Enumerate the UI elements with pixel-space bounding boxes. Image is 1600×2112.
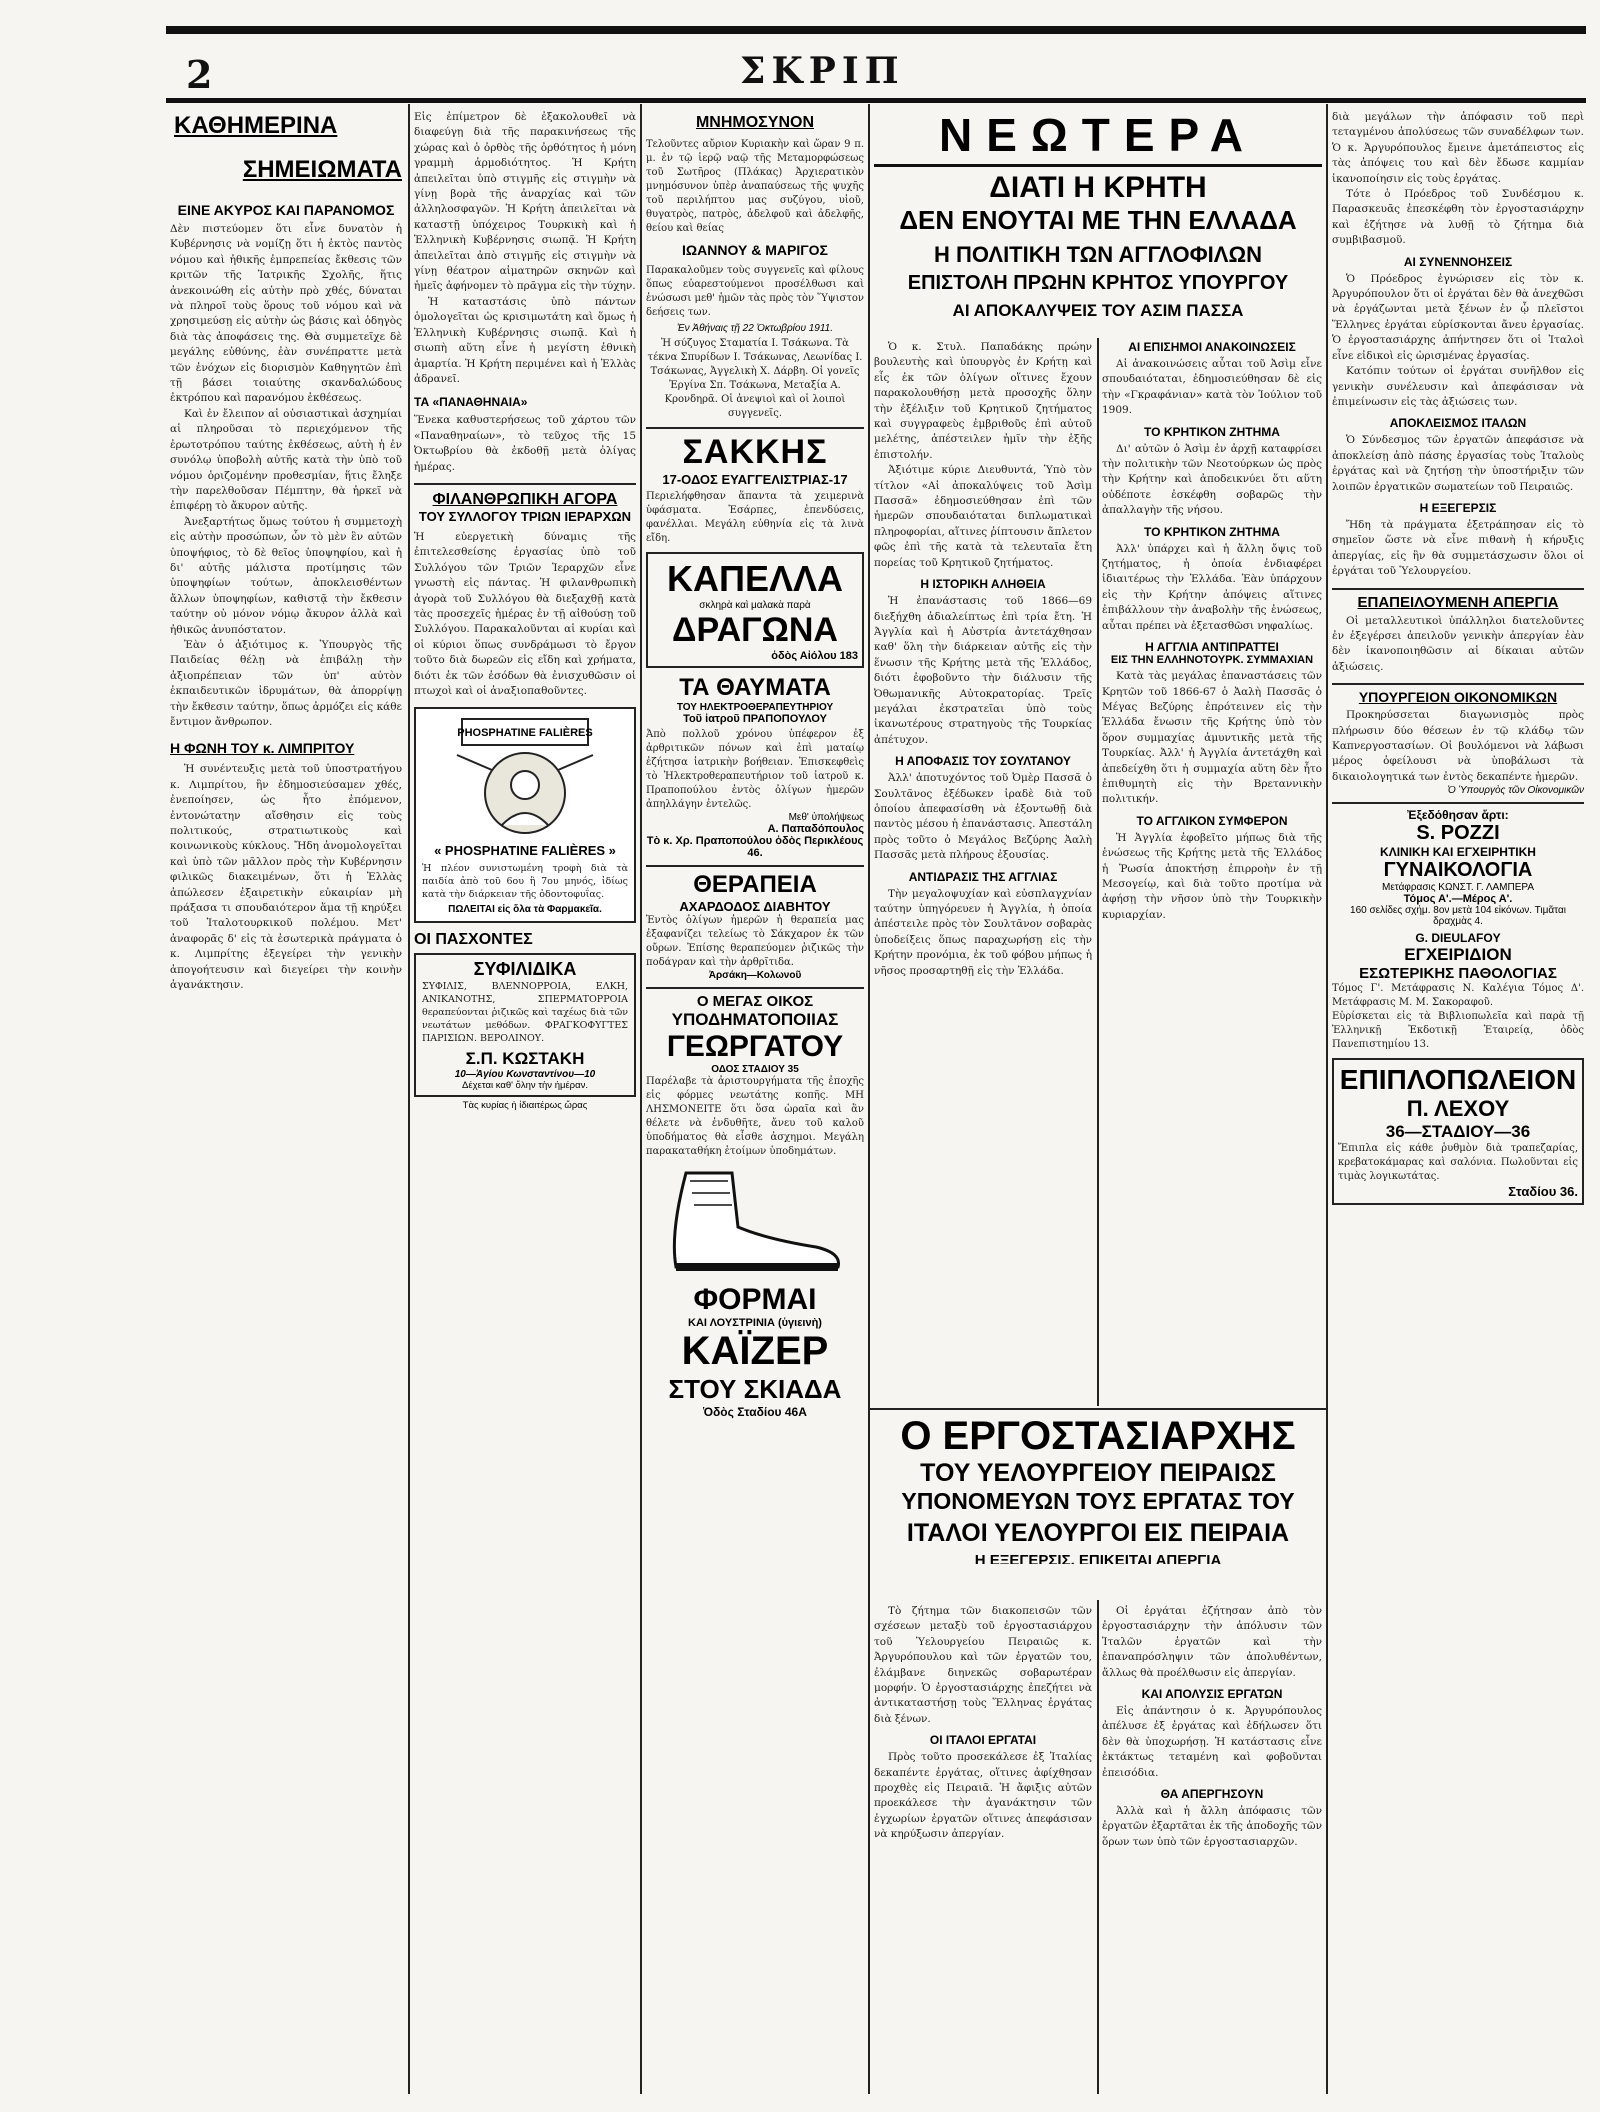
ad-subtitle: ΣΤΟΥ ΣΚΙΑΔΑ — [668, 1374, 842, 1404]
masthead: ΣΚΡΙΠ — [740, 50, 905, 92]
charity-section — [414, 483, 636, 699]
headline: Η ΠΟΛΙΤΙΚΗ ΤΩΝ ΑΓΓΛΟΦΙΛΩΝ — [933, 242, 1262, 267]
article-heading: Η ΑΓΓΛΙΑ ΑΝΤΙΠΡΑΤΤΕΙ — [1145, 640, 1279, 655]
memorial-date: Ἐν Ἀθήναις τῇ 22 Ὀκτωβρίου 1911. — [676, 323, 834, 334]
ad-address: 36—ΣΤΑΔΙΟΥ—36 — [1385, 1122, 1531, 1142]
sakkis-ad — [646, 427, 864, 546]
notice-signature: Ὁ Ὑπουργὸς τῶν Οἰκονομικῶν — [1447, 785, 1584, 797]
ad-details: Τόμος Γ'. Μετάφρασις Ν. Καλέγια Τόμος Δ'. Μετάφρασις Μ. Μ. Σακοραφοῦ. — [1332, 983, 1584, 1009]
ad-name: Π. ΛΕΧΟΥ — [1406, 1096, 1510, 1122]
article-text: Εἰς ἀπάντησιν ὁ κ. Ἀργυρόπουλος ἀπέλυσε ἐξ ἐργάτας καὶ ἐδήλωσεν ὅτι δὲν θὰ ὑποχωρήσῃ. Ἡ κατάστασις εἶνε ἐκτάκτως τεταμένη καὶ φοβοῦνται ἐπεισόδια. — [1102, 1705, 1322, 1779]
books-ad — [1332, 802, 1584, 1052]
article-text: Δι' αὐτῶν ὁ Ἀσὶμ ἐν ἀρχῇ καταφρίσει τὴν πολιτικὴν τῶν Νεοτούρκων ὡς πρὸς τὴν Κρήτην καὶ ἀποδεικνύει ὅτι αὕτη οὐδέποτε ἐσκέφθη σοβαρῶς τὴν ἀπαλλαγὴν τῆς νήσου. — [1102, 442, 1322, 517]
article-text: Εἰς ἐπίμετρον δὲ ἐξακολουθεῖ νὰ διαφεύγῃ διὰ τῆς παρακινήσεως τῆς χώρας καὶ ὁ ὀρθὸς τῆς ὀρθότητος ἡ μόνη γραμμὴ ἀρμοδιότητος. Ἡ Κρήτη ἀπειλεῖται ὑπὸ στιγμῆς εἰς στιγμὴν νὰ γίνῃ βορὰ τῆς ἀναρχίας καὶ τῶν ἀλληλοσφαγῶν. Ἡ Κρήτη ἀπειλεῖται νὰ καταστῇ ὑπόχειρος Τουρκικὴ καὶ ἡ Ἑλληνικὴ Κυβέρνησις σιωπᾷ. Ἡ Κρήτη ἀπειλεῖται ἀπὸ στιγμῆς εἰς στιγμὴν νὰ γίνῃ θέατρον αἱματηρῶν σκηνῶν καὶ ἡμεῖς ἀφήνομεν τὸ πρᾶγμα εἰς τὴν τύχην. — [414, 111, 636, 293]
column-5 — [1102, 340, 1322, 1402]
ad-book-title: ΕΓΧΕΙΡΙΔΙΟΝ — [1404, 945, 1512, 965]
ad-translator: Μετάφρασις ΚΩΝΣΤ. Γ. ΛΑΜΠΕΡΑ — [1381, 882, 1535, 894]
article-heading: ΑΠΟΚΛΕΙΣΜΟΣ ΙΤΑΛΩΝ — [1389, 416, 1527, 431]
ad-title: ΤΑ ΘΑΥΜΑΤΑ — [679, 674, 831, 701]
article-heading: ΚΑΙ ΑΠΟΛΥΣΙΣ ΕΡΓΑΤΩΝ — [1141, 1687, 1283, 1702]
article-subheading: ΤΟΥ ΣΥΛΛΟΓΟΥ ΤΡΙΩΝ ΙΕΡΑΡΧΩΝ — [418, 508, 632, 524]
phosphatine-ad — [414, 707, 636, 923]
ad-text: Ἐντὸς ὀλίγων ἡμερῶν ἡ θεραπεία μας ἐξαφανίζει τελείως τὸ Σάκχαρον ἐκ τῶν οὔρων. Ἐπίσης θεραπεύομεν ῥιζικῶς τὴν ποδάγραν καὶ τὴν ἀρθρῖτιδα. — [646, 915, 864, 968]
ad-address: Τὸ κ. Χρ. Πραποπούλου ὁδὸς Περικλέους 46. — [646, 835, 864, 859]
kapella-ad — [646, 552, 864, 668]
ad-name: ΚΑΪΖΕΡ — [681, 1329, 829, 1373]
headline: ΙΤΑΛΟΙ ΥΕΛΟΥΡΓΟΙ ΕΙΣ ΠΕΙΡΑΙΑ — [906, 1519, 1290, 1547]
headline: ΤΟΥ ΥΕΛΟΥΡΓΕΙΟΥ ΠΕΙΡΑΙΩΣ — [920, 1459, 1276, 1487]
ad-book-title: ΕΣΩΤΕΡΙΚΗΣ ΠΑΘΟΛΟΓΙΑΣ — [1359, 965, 1557, 983]
article-text: Ἀνεξαρτήτως ὅμως τούτου ἡ συμμετοχὴ εἰς αὐτὴν προσώπων, ὧν τὸ μὲν ἓν αὐτῶν ὑποψήφιος, τὸ δὲ θεῖος ὑποψηφίου, καὶ ἡ δι' αὐτῆς μάλιστα προτίμησις τῶν ὑποψηφίων τούτων, ἀποκλεισθέντων ἄλλων ὑποψηφίων, καθιστᾷ τὴν ἔκθεσιν ταύτην οὐ μόνον νόμῳ ἄκυρον ἀλλὰ καὶ ἠθικῶς ἀνυπόστατον. — [170, 515, 402, 636]
article-text: Τότε ὁ Πρόεδρος τοῦ Συνδέσμου κ. Παρασκευᾶς ἐπεσκέφθη τὸν ἐργοστασιάρχην καὶ ἐζήτησε νὰ λυθῇ τὸ ζήτημα διὰ συμβιβασμοῦ. — [1332, 188, 1584, 247]
top-rule — [166, 26, 1586, 34]
ad-signature: Μεθ' ὑπολήψεως — [788, 812, 864, 823]
article-text: Ὁ Σύνδεσμος τῶν ἐργατῶν ἀπεφάσισε νὰ ἀποκλείσῃ ἀπὸ πάσης ἐργασίας τοὺς Ἰταλοὺς ἐργάτας καὶ νὰ ζητήσῃ τὴν ὑποστήριξιν τῶν λοιπῶν ἐργατικῶν σωματείων τοῦ Πειραιῶς. — [1332, 434, 1584, 493]
article-heading: ΤΟ ΚΡΗΤΙΚΟΝ ΖΗΤΗΜΑ — [1144, 424, 1280, 439]
article-heading: ΤΟ ΚΡΗΤΙΚΟΝ ΖΗΤΗΜΑ — [1144, 524, 1280, 539]
article-heading: ΑΙ ΣΥΝΕΝΝΟΗΣΕΙΣ — [1403, 254, 1513, 269]
article-text: Ἀξιότιμε κύριε Διευθυντά, Ὑπὸ τὸν τίτλον «Αἱ ἀποκαλύψεις τοῦ Ἀσὶμ Πασσᾶ» ἐδημοσιεύθησαν ἐπὶ τῶν ἡμερῶν σπουδαιόταται διπλωματικαὶ πληροφορίαι, αἵτινες ῥίπτουσιν ἄπλετον φῶς ἐπὶ τῆς κατὰ τὰ τελευταῖα ἔτη πορείας τοῦ Κρητικοῦ ζητήματος. — [874, 464, 1092, 569]
header-rule — [166, 98, 1586, 103]
article-heading: ΥΠΟΥΡΓΕΙΟΝ ΟΙΚΟΝΟΜΙΚΩΝ — [1358, 689, 1558, 706]
ad-text: Παρέλαβε τὰ ἀριστουργήματα τῆς ἐποχῆς εἰς φόρμες νεωτάτης κοπῆς. ΜΗ ΛΗΣΜΟΝΕΙΤΕ ὅτι ὅσα ὡραῖα καὶ ἂν θέλετε νὰ ἐνδυθῆτε, ἄνευ τοῦ καλοῦ ὑποδήματος θὰ εἶσθε ἀσχημοι. Μεγάλη παρακαταθήκη ἑτοίμων ὑποδημάτων. — [646, 1076, 864, 1157]
article-text: Ἡ ἐπανάστασις τοῦ 1866—69 διεξήχθη ἀδιαλείπτως ἐπὶ τρία ἔτη. Ἡ Ἀγγλία καὶ ἡ Αὐστρία ἀντετάχθησαν καθ' ὅλη τὴν διάρκειαν αὐτῆς εἰς τὴν ἕνωσιν τῆς Κρήτης μετὰ τῆς Ἑλλάδος, διότι ἐφοβοῦντο τὴν διάλυσιν τῆς Ὀθωμανικῆς Αὐτοκρατορίας. Τρεῖς μεγάλαι ἐκστρατεῖαι ὑπὸ τοὺς ἱκανωτέρους στρατηγοὺς τῆς Τουρκίας ἀπέτυχον. — [874, 595, 1092, 746]
column-footer: Τὰς κυρίας ἡ ἰδιαιτέρως ὥρας — [462, 1100, 588, 1112]
article-heading: ΤΑ «ΠΑΝΑΘΗΝΑΙΑ» — [414, 395, 528, 410]
ad-book-title: ΓΥΝΑΙΚΟΛΟΓΙΑ — [1383, 859, 1533, 882]
page-number: 2 — [186, 52, 213, 97]
ad-subtitle: Τοῦ ἰατροῦ ΠΡΑΠΟΠΟΥΛΟΥ — [683, 713, 827, 725]
ad-title: Ἐξεδόθησαν ἄρτι: — [1407, 808, 1509, 823]
article-text: Καὶ ἐν ἔλειπον αἱ οὐσιαστικαὶ ἀσχημίαι αἱ πληροῦσαι τὸ περιεχόμενον τῆς ἐρωτοτρόπου ταύτης ἐκθέσεως, αὐτὴ ἡ ἐν συνόλῳ ὑποβολὴ αὐτῆς κατὰ τὴν ὑπὸ τοῦ νόμου ὁριζομένην προθεσμίαν, ἥτις ἔληξε τὴν παρελθοῦσαν Πέμπτην, θὰ ἠρκεῖ νὰ ἐπιφέρῃ τὸ ἄκυρον αὐτῆς. — [170, 407, 402, 513]
article-text: Οἱ ἐργάται ἐζήτησαν ἀπὸ τὸν ἐργοστασιάρχην τὴν ἀπόλυσιν τῶν Ἰταλῶν ἐργατῶν καὶ τὴν ἐπαναπρόσληψιν τῶν ἀπολυθέντων, ἄλλως θὰ προέλθωσιν εἰς ἀπεργίαν. — [1102, 1605, 1322, 1679]
ad-text: σκληρὰ καὶ μαλακὰ παρὰ — [699, 600, 811, 611]
section-title: ΚΑΘΗΜΕΡΙΝΑ — [174, 112, 338, 139]
column-rule — [1097, 1600, 1099, 2094]
article-heading: ΕΙΝΕ ΑΚΥΡΟΣ ΚΑΙ ΠΑΡΑΝΟΜΟΣ — [177, 202, 395, 218]
headline: ΑΙ ΑΠΟΚΑΛΥΨΕΙΣ ΤΟΥ ΑΣΙΜ ΠΑΣΣΑ — [952, 301, 1244, 320]
kaiser-ad — [646, 1283, 864, 1419]
section-title: ΝΕΩΤΕΡΑ — [874, 108, 1322, 167]
electrotherapy-ad — [646, 674, 864, 859]
article-text: Ἡ Ἀγγλία ἐφοβεῖτο μήπως διὰ τῆς ἑνώσεως τῆς Κρήτης μετὰ τῆς Ἑλλάδος ἡ Ῥωσία ἀποκτήσῃ ἐπιρροὴν ἐν τῇ Μεσογείῳ, καὶ διὰ τοῦτο προτίμα νὰ ἀφήσῃ τὴν νῆσον ὑπὸ τὴν Τουρκικὴν κυριαρχίαν. — [1102, 831, 1322, 921]
headline: ΔΕΝ ΕΝΟΥΤΑΙ ΜΕ ΤΗΝ ΕΛΛΑΔΑ — [899, 205, 1297, 235]
section-rule — [870, 1408, 1326, 1410]
ad-text: Ἀπὸ πολλοῦ χρόνου ὑπέφερον ἐξ ἀρθριτικῶν πόνων καὶ ἐπὶ ματαίῳ ἐζήτησα ἰατρικὴν βοήθειαν. Ἐπισκεφθεὶς τὸ Ἠλεκτροθεραπευτήριον τοῦ ἰατροῦ κ. Πραποπούλου ἐντὸς ὀλίγων ἡμερῶν ἀπηλλάγην ἐντελῶς. — [646, 729, 864, 810]
article-heading: ΕΙΣ ΤΗΝ ΕΛΛΗΝΟΤΟΥΡΚ. ΣΥΜΜΑΧΙΑΝ — [1110, 654, 1314, 667]
ad-title: Ο ΜΕΓΑΣ ΟΙΚΟΣ — [696, 993, 814, 1010]
article-text: Προκηρύσσεται διαγωνισμὸς πρὸς πλήρωσιν δύο θέσεων ἐν τῷ κλάδῳ τῶν Καπνεργοστασίων. Οἱ βουλόμενοι νὰ λάβωσι μέρος ὀφείλουσι νὰ ὑποβάλωσι τὰ δικαιολογητικά των ἐντὸς δεκαπέντε ἡμερῶν. — [1332, 709, 1584, 783]
article-heading: Η ΙΣΤΟΡΙΚΗ ΑΛΗΘΕΙΑ — [920, 577, 1046, 592]
article-text: Ἀλλ' ἀποτυχόντος τοῦ Ὀμὲρ Πασσᾶ ὁ Σουλτᾶνος ἐξέδωκεν ἰραδὲ διὰ τοῦ ὁποίου ἀπεφασίσθη νὰ ἐξοντωθῇ διὰ παντὸς μέσου ἡ ἐπανάστασις. Ἀπεστάλη πρὸς τοῦτο ὁ Μεγάλος Βεζύρης Ἀαλὴ Πασσᾶς μετὰ πλήρους ἐξουσίας. — [874, 772, 1092, 862]
memorial-heading: ΜΝΗΜΟΣΥΝΟΝ — [695, 114, 815, 131]
article-heading: ΟΙ ΠΑΣΧΟΝΤΕΣ — [414, 931, 533, 949]
section-subtitle: ΣΗΜΕΙΩΜΑΤΑ — [242, 156, 402, 183]
ad-name: Σ.Π. ΚΩΣΤΑΚΗ — [465, 1049, 585, 1069]
article-heading: ΤΟ ΑΓΓΛΙΚΟΝ ΣΥΜΦΕΡΟΝ — [1136, 813, 1288, 828]
georgatos-ad — [646, 987, 864, 1159]
strike-headline-block — [874, 1414, 1322, 1564]
article-heading: ΑΝΤΙΔΡΑΣΙΣ ΤΗΣ ΑΓΓΛΙΑΣ — [908, 869, 1058, 884]
ad-address: 10—Ἁγίου Κωνσταντίνου—10 — [454, 1069, 596, 1081]
ad-text: Ἡ πλέον συνιστωμένη τροφὴ διὰ τὰ παιδία ἀπὸ τοῦ 6ου ἢ 7ου μηνός, ἰδίως κατὰ τὴν διάρκειαν τῆς ὀδοντοφυΐας. — [422, 863, 628, 901]
column-rule — [1097, 338, 1099, 1406]
headline: Ο ΕΡΓΟΣΤΑΣΙΑΡΧΗΣ — [900, 1414, 1296, 1458]
headline: ΕΠΙΣΤΟΛΗ ΠΡΩΗΝ ΚΡΗΤΟΣ ΥΠΟΥΡΓΟΥ — [907, 272, 1289, 294]
column-rule — [868, 104, 870, 2094]
article-text: Κατόπιν τούτων οἱ ἐργάται συνῆλθον εἰς γενικὴν συνέλευσιν καὶ ἀπεφάσισαν νὰ ἐπιμείνωσιν εἰς τὰς ἀξιώσεις των. — [1332, 365, 1584, 408]
article-text: Ἤδη τὰ πράγματα ἐξετράπησαν εἰς τὸ σημεῖον ὥστε νὰ εἶνε πιθανὴ ἡ κήρυξις ἀπεργίας, εἰς ἣν θὰ συμμετάσχωσιν ὅλοι οἱ ἐργάται τοῦ Ὑελουργείου. — [1332, 518, 1584, 578]
memorial-text: Παρακαλοῦμεν τοὺς συγγενεῖς καὶ φίλους ὅπως εὐαρεστούμενοι προσέλθωσι καὶ ἑνώσωσι μεθ' ἡμῶν τὰς πρὸς τὸν Ὕψιστον δεήσεις των. — [646, 265, 864, 318]
ad-name: ΔΡΑΓΩΝΑ — [672, 611, 838, 649]
memorial-signatories: Ἡ σύζυγος Σταματία Ι. Τσάκωνα. Τὰ τέκνα Σπυρίδων Ι. Τσάκωνας, Λεωνίδας Ι. Τσάκωνας, Ἀγγελικὴ Χ. Δάρβη. Οἱ γονεῖς Ἐργίνα Σπ. Τσάκωνα, Μεταξία Α. Κρονδηρᾶ. Οἱ ἀνεψιοὶ καὶ οἱ λοιποὶ συγγενεῖς. — [647, 338, 863, 419]
article-heading: ΕΠΑΠΕΙΛΟΥΜΕΝΗ ΑΠΕΡΓΙΑ — [1357, 593, 1559, 611]
article-text: Ἡ καταστάσις ὑπὸ πάντων ὁμολογεῖται ὡς κρισιμωτάτη καὶ ὅμως ἡ Ἑλληνικὴ Κυβέρνησις σιωπᾷ. Καὶ ἡ σιωπὴ αὕτη εἶνε ἡ μεγίστη ἐθνικὴ ἁμαρτία. Ἡ Κρήτη περιμένει καὶ ἡ Ἑλλὰς ἀδρανεῖ. — [414, 295, 636, 385]
diabetes-ad — [646, 865, 864, 981]
article-heading: Η ΦΩΝΗ ΤΟΥ κ. ΛΙΜΠΡΙΤΟΥ — [170, 740, 355, 757]
ad-subtitle: ΑΧΑΡΔΟΔΟΣ ΔΙΑΒΗΤΟΥ — [679, 899, 831, 914]
ad-text: Ἔπιπλα εἰς κάθε ῥυθμὸν διὰ τραπεζαρίας, κρεβατοκάμαρας καὶ σαλόνια. Πωλοῦνται εἰς τιμὰς λογικωτάτας. — [1338, 1143, 1578, 1183]
article-text: Τὴν μεγαλοψυχίαν καὶ εὐσπλαγχνίαν ταύτην ὑπηγόρευεν ἡ Ἀγγλία, ἡ ὁποία ἀπέστειλε πρὸς τὸν Σουλτᾶνον σοβαρὰς ὑποδείξεις ὅπως παραχωρήσῃ εἰς τὴν Κρήτην προνόμια, ἐκ τοῦ φόβου μήπως ἡ νῆσος προσαρτηθῇ εἰς τὴν Ἑλλάδα. — [874, 887, 1092, 977]
ad-name: ΣΑΚΚΗΣ — [682, 433, 828, 471]
article-text: Ἡ εὐεργετικὴ δύναμις τῆς ἐπιτελεσθείσης ἐργασίας ὑπὸ τοῦ Συλλόγου τῶν Τριῶν Ἱεραρχῶν εἶνε γνωστὴ εἰς πάντας. Ἡ φιλανθρωπικὴ ἀγορὰ τοῦ Συλλόγου θὰ διεξαχθῇ κατὰ τὰς προσεχεῖς ἡμέρας ἐν τῇ αἰθούσῃ τοῦ Συλλόγου. Παρακαλοῦνται αἱ κυρίαι καὶ οἱ κύριοι ὅπως συνδράμωσι τὸ ἔργον τοῦτο διὰ δωρεῶν εἰς εἴδη καὶ χρήματα, διότι ἐκ τῶν ἐσόδων θὰ ἐνισχυθῶσιν οἱ πτωχοὶ καὶ οἱ ἀναξιοπαθοῦντες. — [414, 530, 636, 697]
strike-column-right — [1102, 1604, 1322, 2090]
ad-title: ΕΠΙΠΛΟΠΩΛΕΙΟΝ — [1339, 1064, 1577, 1096]
boot-icon — [646, 1163, 864, 1281]
ad-address: ὁδὸς Αἰόλου 183 — [771, 650, 858, 662]
ad-details: 160 σελίδες σχήμ. 8ον μετὰ 104 εἰκόνων. Τιμᾶται δραχμὰς 4. — [1350, 905, 1566, 928]
headline: Η ΕΞΕΓΕΡΣΙΣ. ΕΠΙΚΕΙΤΑΙ ΑΠΕΡΓΙΑ — [974, 1552, 1222, 1564]
ad-address: Ἀρσάκη—Κολωνοῦ — [708, 970, 802, 981]
ad-author: G. DIEULAFOY — [1415, 931, 1501, 946]
ad-title: ΦΟΡΜΑΙ — [693, 1283, 817, 1316]
column-rule — [408, 104, 410, 2094]
column-rule — [640, 104, 642, 2094]
article-text: Ἡ συνέντευξις μετὰ τοῦ ὑποστρατήγου κ. Λιμπρίτου, ἣν ἐδημοσιεύσαμεν χθές, ἐνεποίησεν, ὡς ἦτο ἐπόμενον, ἐντονώτατην αἴσθησιν εἰς τοὺς πολιτικούς, στρατιωτικοὺς καὶ κοινωνικοὺς κύκλους. Ἤδη ἀνομολογεῖται καὶ ὑπὸ τῶν μᾶλλον πρὸς τὴν Κυβέρνησιν φιλικῶς διακειμένων, ὅτι ἡ Ἑλλὰς ἀπώλεσεν ἐξαιρετικὴν εὐκαιρίαν μὴ πράξασα τι σπουδαιότερον ἅμα τῇ κηρύξει τοῦ Ἰταλοτουρκικοῦ πολέμου. Μετ' ἀναφορᾶς δ' εἰς τὰ ἐσωτερικὰ πράγματα ὁ κ. Λιμπρίτης ἐξεγείρει τὴν γενικὴν ἀπογοήτευσιν καὶ διεγείρει τὴν κοινὴν ἀγανάκτησιν. — [170, 763, 402, 992]
ad-banner: PHOSPHATINE FALIÈRES — [457, 727, 593, 740]
article-text: Ἀλλὰ καὶ ἡ ἄλλη ἀπόφασις τῶν ἐργατῶν ἐξαρτᾶται ἐκ τῆς ἀποδοχῆς τῶν ὅρων των ὑπὸ τῶν ἐργοστασιαρχῶν. — [1102, 1805, 1322, 1848]
article-text: Τὸ ζήτημα τῶν διακοπεισῶν τῶν σχέσεων μεταξὺ τοῦ ἐργοστασιάρχου τοῦ Ὑελουργείου Πειραιῶς κ. Ἀργυρόπουλου καὶ τῶν ἐργατῶν του, ἐλάμβανε διηνεκῶς σοβαρωτέραν μορφήν. Ὁ ἐργοστασιάρχης ἐπεζήτει νὰ ἀντικαταστήσῃ τοὺς Ἕλληνας ἐργάτας διὰ ξένων. — [874, 1605, 1092, 1725]
article-text: Κατὰ τὰς μεγάλας ἐπαναστάσεις τῶν Κρητῶν τοῦ 1866-67 ὁ Ἀαλὴ Πασσᾶς ὁ Μέγας Βεζύρης ἐπρότεινεν εἰς τὴν Ἑλλάδα ἔνωσιν τῆς Κρήτης ὑπὸ τὸν ὅρον συμμαχίας ἀμυντικῆς μετὰ τῆς Τουρκίας. Ἀλλ' ἡ Ἀγγλία ἀντετάχθη καὶ ἀπεδείχθη ὅτι ἡ συμμαχία αὕτη δὲν ἦτο ἐπιθυμητὴ εἰς τὴν Βρεταννικὴν πολιτικήν. — [1102, 670, 1322, 806]
ad-address: Ὁδὸς Σταδίου 46Α — [703, 1405, 807, 1419]
headline: ΥΠΟΝΟΜΕΥΩΝ ΤΟΥΣ ΕΡΓΑΤΑΣ ΤΟΥ — [901, 1488, 1295, 1514]
memorial-name: ΙΩΑΝΝΟΥ & ΜΑΡΙΓΟΣ — [682, 242, 828, 258]
syphilis-ad — [414, 953, 636, 1097]
ad-author: S. POZZI — [1416, 822, 1500, 845]
article-heading: Η ΕΞΕΓΕΡΣΙΣ — [1419, 500, 1497, 515]
ad-details: Εὑρίσκεται εἰς τὰ Βιβλιοπωλεῖα καὶ παρὰ τῇ Ἑλληνικῇ Ἐκδοτικῇ Ἑταιρείᾳ, ὁδὸς Πανεπιστημίου 13. — [1332, 1011, 1584, 1051]
ad-address: ΟΔΟΣ ΣΤΑΔΙΟΥ 35 — [711, 1064, 799, 1075]
article-heading: Η ΑΠΟΦΑΣΙΣ ΤΟΥ ΣΟΥΛΤΑΝΟΥ — [895, 754, 1071, 769]
ad-subtitle: ΚΑΙ ΛΟΥΣΤΡΙΝΙΑ (ὑγιεινὴ) — [688, 1317, 822, 1329]
section-title-block — [170, 110, 402, 156]
ad-text: Περιελήφθησαν ἅπαντα τὰ χειμερινὰ ὑφάσματα. Ἐσάρπες, ἐπενδύσεις, φανέλλαι. Μεγάλη εὐθηνία εἰς τὰ λινὰ εἴδη. — [646, 491, 864, 544]
article-heading: ΑΙ ΕΠΙΣΗΜΟΙ ΑΝΑΚΟΙΝΩΣΕΙΣ — [1128, 340, 1296, 354]
strike-threat-section — [1332, 588, 1584, 676]
ad-subtitle: ΤΟΥ ΗΛΕΚΤΡΟΘΕΡΑΠΕΥΤΗΡΙΟΥ — [676, 702, 834, 713]
ad-name: ΓΕΩΡΓΑΤΟΥ — [666, 1030, 844, 1063]
article-text: διὰ μεγάλων τὴν ἀπόφασιν τοῦ περὶ τεταγμένου ἀπολύσεως τῶν συναδέλφων των. Ὁ κ. Ἀργυρόπουλος ἔμεινε ἀμετάπειστος εἰς τὰς ἀπόψεις του καὶ δὲν ἔδωσε καμμίαν ἱκανοποίησιν εἰς τοὺς ἐργάτας. — [1332, 111, 1584, 185]
furniture-ad — [1332, 1058, 1584, 1205]
ad-title: ΚΑΠΕΛΛΑ — [666, 558, 844, 599]
ad-text: ΣΥΦΙΛΙΣ, ΒΛΕΝΝΟΡΡΟΙΑ, ΕΛΚΗ, ΑΝΙΚΑΝΟΤΗΣ, ΣΠΕΡΜΑΤΟΡΡΟΙΑ θεραπεύονται ῥιζικῶς καὶ ταχέως διὰ τῶν νεωτάτων μεθόδων. ΦΡΑΓΚΟΦΥΓΤΕΣ ΠΑΡΙΣΙΩΝ. ΒΕΡΟΛΙΝΟΥ. — [422, 981, 628, 1045]
column-rule — [1326, 104, 1328, 2094]
ad-subtitle: ΥΠΟΔΗΜΑΤΟΠΟΙΙΑΣ — [671, 1010, 839, 1029]
article-text: Ὁ Πρόεδρος ἐγνώρισεν εἰς τὸν κ. Ἀργυρόπουλον ὅτι οἱ ἐργάται δὲν θὰ ἀνεχθῶσι νὰ ἐργάζωνται μετὰ ξένων ἐν ᾧ πλεῖστοι Ἕλληνες ἐργάται εὑρίσκονται ἄνευ ἐργασίας. Ὁ ἐργοστασιάρχης ἀπήντησεν ὅτι οἱ Ἰταλοὶ εἶνε εἰδικοὶ εἰς ὡρισμένας ἐργασίας. — [1332, 272, 1584, 362]
column-2 — [414, 110, 636, 2090]
column-1 — [170, 110, 402, 2090]
article-heading: ΘΑ ΑΠΕΡΓΗΣΟΥΝ — [1160, 1787, 1264, 1802]
strike-column-left — [874, 1604, 1092, 2090]
article-text: Δὲν πιστεύομεν ὅτι εἶνε δυνατὸν ἡ Κυβέρνησις νὰ νομίζῃ ὅτι ἡ ἐκτὸς παντὸς νόμου καὶ ἠθικῆς ἐμπρεπείας ἔκθεσις τῶν κριτῶν τῆς Ἰατρικῆς Σχολῆς, ἥτις ἀνεκοινώθη εἰς αὐτὴν πρὸ χθές, δύναται νὰ πληροῖ τοὺς ὅρους τοῦ νόμου καὶ νὰ χρησιμεύσῃ εἰς αὐτὴν ὡς βάσις καὶ ὁδηγὸς διὰ τὰς ἀποφάσεις της. Θὰ συμμετεῖχε δὲ μεγάλης εὐθύνης, ἐὰν συνέπραττε μετὰ τῶν ἐνόχων εἰς διορισμὸν Καθηγητῶν ἐπὶ τῇ βάσει τοιαύτης σκανδαλώδους ἐκτρόπου καὶ παρανόμου ἐκθέσεως. — [170, 223, 402, 405]
article-heading: ΦΙΛΑΝΘΡΩΠΙΚΗ ΑΓΟΡΑ — [432, 490, 618, 508]
article-text: Αἱ ἀνακοινώσεις αὗται τοῦ Ἀσὶμ εἶνε σπουδαιόταται, ἐδημοσιεύθησαν δὲ εἰς τὴν «Γκραφάνιαν» κατὰ τὸν Ἰούλιον τοῦ 1909. — [1102, 358, 1322, 417]
headline: ΔΙΑΤΙ Η ΚΡΗΤΗ — [989, 171, 1207, 204]
ad-subtitle: ΚΛΙΝΙΚΗ ΚΑΙ ΕΓΧΕΙΡΗΤΙΚΗ — [1380, 845, 1536, 860]
memorial-text: Τελοῦντες αὔριον Κυριακὴν καὶ ὥραν 9 π. μ. ἐν τῷ ἱερῷ ναῷ τῆς Μεταμορφώσεως τοῦ Σωτῆρος (Πλάκας) Ἀρχιερατικὸν μνημόσυνον ὑπὲρ ἀναπαύσεως τῆς ψυχῆς τοῦ περιλήπτου μας συζύγου, υἱοῦ, θυγατρὸς, πατρὸς, ἀδελφοῦ καὶ ἀδελφῆς, θείου καὶ θείας — [646, 139, 864, 234]
ad-signature: Α. Παπαδόπουλος — [767, 823, 864, 835]
ministry-notice — [1332, 683, 1584, 796]
article-heading: ΟΙ ΙΤΑΛΟΙ ΕΡΓΑΤΑΙ — [929, 1733, 1037, 1748]
article-text: Οἱ μεταλλευτικοὶ ὑπάλληλοι διατελοῦντες ἐν ἐξεγέρσει ἀπειλοῦν γενικὴν ἀπεργίαν ἐὰν δὲν ἱκανοποιηθῶσιν αἱ δίκαιαι αὐτῶν ἀξιώσεις. — [1332, 614, 1584, 673]
ad-hours: Δέχεται καθ' ὅλην τὴν ἡμέραν. — [462, 1080, 588, 1092]
ad-brand: « PHOSPHATINE FALIÈRES » — [434, 843, 616, 859]
ad-title: ΣΥΦΙΛΙΔΙΚΑ — [473, 959, 577, 980]
ad-address: Σταδίου 36. — [1508, 1184, 1578, 1200]
ad-footer: ΠΩΛΕΙΤΑΙ εἰς ὅλα τὰ Φαρμακεῖα. — [448, 904, 602, 916]
column-3 — [646, 110, 864, 2090]
ad-volume: Τόμος Α'.—Μέρος Α'. — [1403, 893, 1513, 906]
column-4 — [874, 340, 1092, 1402]
article-text: Πρὸς τοῦτο προσεκάλεσε ἐξ Ἰταλίας δεκαπέντε ἐργάτας, οἵτινες ἀφίχθησαν προχθὲς εἰς Πειραιᾶ. Ἡ ἄφιξις αὐτῶν προεκάλεσε τὴν ἀγανάκτησιν τῶν ἐγχωρίων ἐργατῶν οἵτινες ἀπεφάσισαν νὰ κηρύξωσιν ἀπεργίαν. — [874, 1751, 1092, 1841]
ad-title: ΘΕΡΑΠΕΙΑ — [693, 871, 817, 898]
article-text: Ὁ κ. Στυλ. Παπαδάκης πρώην βουλευτὴς καὶ ὑπουργὸς ἐν Κρήτῃ καὶ εἷς ἐκ τῶν ὀλίγων οἵτινες ἔχουν παρακολουθήσῃ μετὰ προσοχῆς ὅλην τὴν ἐξέλιξιν τοῦ Κρητικοῦ ζητήματος καὶ συγγραφεὺς ἐμβριθοῦς ἐπὶ αὐτοῦ μελέτης, ἀπέστειλεν ἡμῖν τὴν ἑξῆς ἐπιστολήν. — [874, 341, 1092, 461]
article-text: Ἀλλ' ὑπάρχει καὶ ἡ ἄλλη ὄψις τοῦ ζητήματος, ἡ ὁποία ἐνδιαφέρει ἰδιαιτέρως τὴν Ἑλλάδα. Ἐὰν ὑπάρχουν εἰς τὴν Κρήτην ἀπόψεις αἵτινες ἐπιβάλλουν τὴν ἀναβολὴν τῆς ἑνώσεως, αὗται πρέπει νὰ ἐξετασθῶσι νηφαλίως. — [1102, 542, 1322, 632]
article-text: Ἐὰν ὁ ἀξιότιμος κ. Ὑπουργὸς τῆς Παιδείας θέλῃ νὰ ἐπιβάλῃ τὴν ἀξιοπρέπειαν τῶν ὑπ' αὐτὸν ἐκπαιδευτικῶν ἰδρυμάτων, θὰ ἀπορρίψῃ τὴν ἔκθεσιν ταύτην, ὅπως ἀρμόζει εἰς κάθε ἔντιμον ἄνθρωπον. — [170, 638, 402, 728]
main-headline-block — [874, 108, 1322, 334]
ad-address: 17-ΟΔΟΣ ΕΥΑΓΓΕΛΙΣΤΡΙΑΣ-17 — [662, 472, 848, 487]
column-6 — [1332, 110, 1584, 2090]
article-text: Ἕνεκα καθυστερήσεως τοῦ χάρτου τῶν «Παναθηναίων», τὸ τεῦχος τῆς 15 Ὀκτωβρίου θὰ ἐκδοθῇ μετὰ ὀλίγας ἡμέρας. — [414, 414, 636, 473]
